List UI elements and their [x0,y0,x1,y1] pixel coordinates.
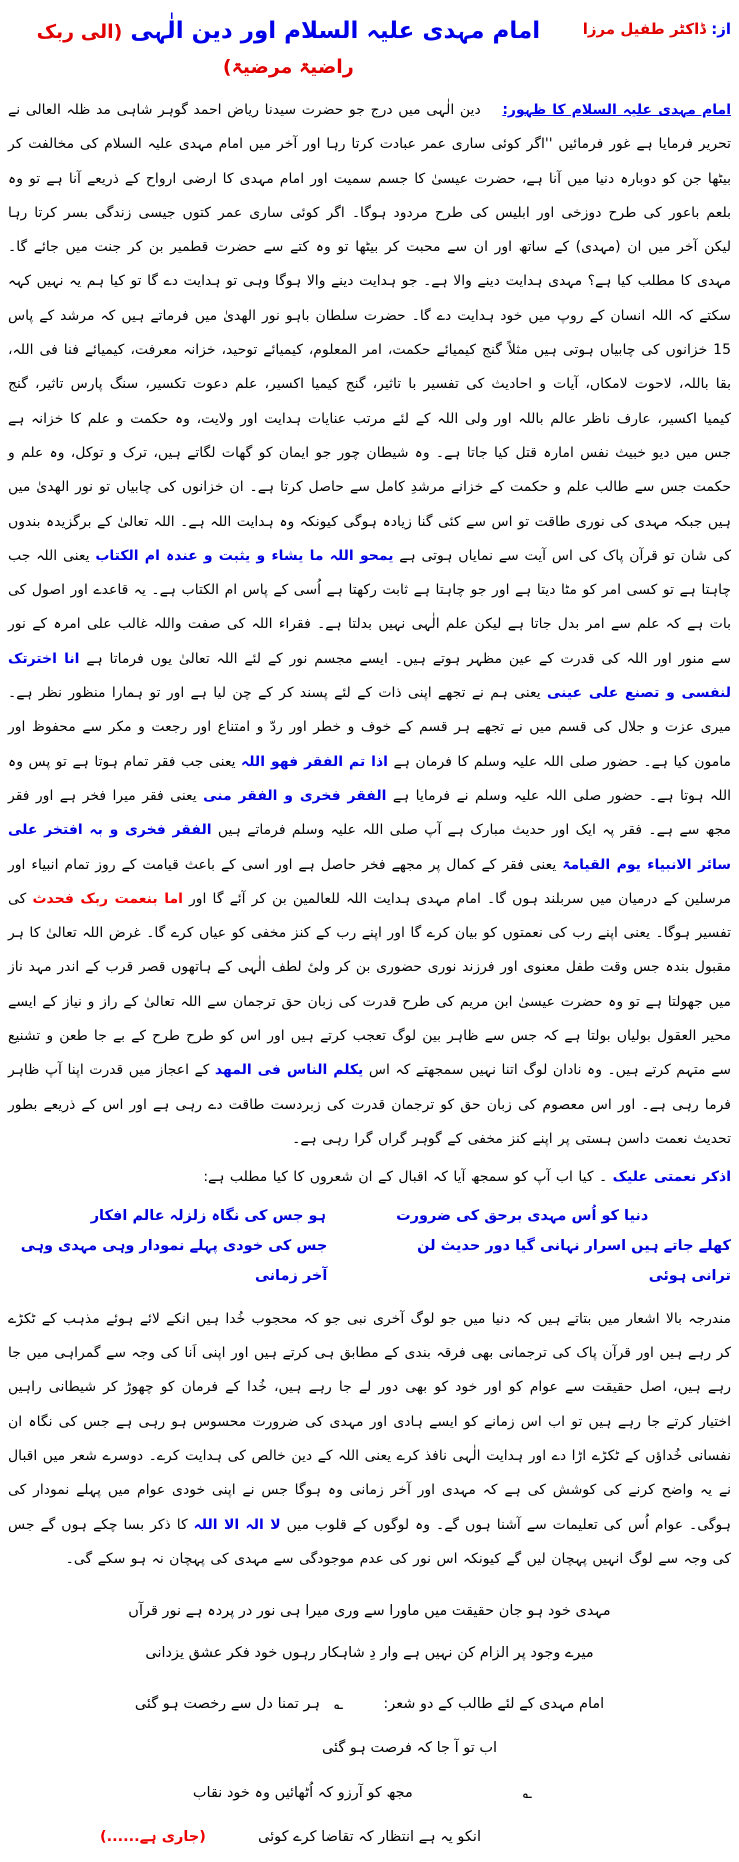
continued-note: (جاری ہے......) [100,1829,206,1846]
footer-row [8,1823,731,1852]
body-paragraph-2 [8,1302,731,1576]
section-heading: امام مہدی علیہ السلام کا ظہور: [502,102,731,118]
byline [583,14,731,38]
couplet2-left-hemistich: جس کی خودی پہلے نمودار وہی مہدی وہی آخر زمانی [20,1237,328,1285]
title-subtitle: (الی ربک راضیۃ مرضیۃ) [36,21,354,78]
iqbal-intro-text: اذکر نعمتی علیک ۔ کیا اب آپ کو سمجھ آیا کہ اقبال کے ان شعروں کا کیا مطلب ہے: [203,1169,731,1186]
sher1-line1: ہر تمنا دل سے رخصت ہو گئی [134,1695,320,1712]
sher1-line2-row [48,1734,739,1763]
document-header [8,14,731,83]
couplet1-left-hemistich: ہو جس کی نگاہ زلزلہ عالم افکار [90,1207,327,1224]
closing-poem [8,1590,731,1674]
couplet2-right-hemistich: کھلے جاتے ہیں اسرار نہانی گیا دور حدیث لن ترانی ہوئی [417,1237,731,1285]
sher2-line1-row [8,1777,731,1809]
sher2-line1: مجھ کو آرزو کہ اُٹھائیں وہ خود نقاب [192,1784,413,1801]
verse-mark-icon: ؎ [333,1694,344,1714]
body2-text: مندرجہ بالا اشعار میں بتاتے ہیں کہ دنیا میں جو لوگ آخری نبی جو کہ محجوب خُدا ہیں انکے لائے ہوئے مذہب کے ٹکڑے کر رہے ہیں اور قرآن پاک کی ترجمانی بھی فرقہ بندی کے مطابق ہی کرتے ہیں اور اپنی اَنا کی وجہ سے گمراہی میں جا رہے ہیں، اصل حقیقت سے عوام کو اور خود کو بھی دور لے جا رہے ہیں، خُدا کے فرمان کو چھوڑ کر شیطانی راہیں اختیار کرتے جا رہے ہیں تو اب اس زمانے کو ایسے ہادی اور مہدی کی ضرورت محسوس ہو رہی ہے جس کی نگاہ ان نفسانی خُداؤں کے ٹکڑے اڑا دے اور ہدایت الٰہی نافذ کرے یعنی اللہ کے دین خالص کی ہدایت کرے۔ دوسرے شعر میں اقبال نے یہ واضح کرنے کی کوشش کی ہے کہ مہدی اور آخر زمانی وہ ہوگا جس نے اپنی خودی عوام میں پہلے نمودار کی ہوگی۔ عوام اُس کی تعلیمات سے آشنا ہوں گے۔ وہ لوگوں کے قلوب میں لا الہ الا اللہ کا ذکر بسا چکے ہوں گے جس کی وجہ سے لوگ انہیں پہچان لیں گے کیونکہ اس نور کی عدم موجودگی سے مہدی کی پہچان نہ ہو سکے گی۔ [8,1310,731,1567]
poem-line-1: مہدی خود ہو جان حقیقت میں ماورا سے وری میرا ہی نور در پردہ ہے نور قرآں [128,1603,611,1620]
body-paragraph-1 [8,93,731,1156]
sher-section-label: امام مہدی کے لئے طالب کے دو شعر: [383,1695,605,1712]
byline-prefix: از: [711,20,731,38]
poem-line-2: میرے وجود پر الزام کن نہیں ہے وار دِ شاہکار رہوں خود فکر عشق یزدانی [145,1645,594,1662]
iqbal-intro-line [8,1160,731,1194]
sher-intro-row [8,1688,731,1720]
couplet-line-1 [8,1201,731,1231]
byline-author: ڈاکٹر طفیل مرزا [582,20,706,38]
couplet1-right-hemistich: دنیا کو اُس مہدی برحق کی ضرورت [396,1207,649,1224]
body1-text: دین الٰہی میں درج جو حضرت سیدنا ریاض احمد گوہر شاہی مد ظلہ العالی نے تحریر فرمایا ہے غور فرمائیں ''اگر کوئی ساری عمر عبادت کرتا رہا اور آخر میں امام مہدی علیہ السلام کی مخالفت کر بیٹھا جن کو دوبارہ دنیا میں آنا ہے، حضرت عیسیٰ کا جسم سمیت اور امام مہدی کا ارضی ارواح کے ذریعے آنا ہے تو وہ بلعم باعور کی طرح دوزخی اور ابلیس کی طرح مردود ہوگا۔ اگر کوئی ساری عمر کتوں جیسی زندگی بسر کرتا رہا لیکن آخر میں ان (مہدی) کے ساتھ اور ان سے محبت کر بیٹھا تو وہ کتے سے حضرت قطمیر بن کر جنت میں جائے گا۔ مہدی کا مطلب کیا ہے؟ مہدی ہدایت دینے والا ہے۔ جو ہدایت دینے والا ہوگا وہی تو ہدایت دے گا تو کیا ہم یہ نہیں کہہ سکتے کہ اللہ انسان کے روپ میں خود ہدایت دے گا۔ حضرت سلطان باہو نور الھدیٰ میں فرماتے ہیں کہ مرشد کے پاس 15 خزانوں کی چابیاں ہوتی ہیں مثلاً گنج کیمیائے حکمت، امر المعلوم، کیمیائے توحید، خزانہ معرفت، کیمیائے فنا فی اللہ، بقا باللہ، لاحوت لامکاں، آیات و احادیث کی تفسیر با تاثیر، گنج کیمیا اکسیر، علم دعوت تکسیر، سنگ پارس تاثیر، گنج کیمیا اکسیر، عارف ناظر عالم باللہ اور ولی اللہ کے لئے مرتب عنایات ہدایت اور ولایت، وہ حکمت و علم کا خزانہ ہے جس میں دیو خبیث نفس امارہ قتل کیا جاتا ہے۔ وہ شیطان چور جو ایمان کو گھات لگاتے ہیں، ترک و توکل، وہ علم و حکمت جس سے طالب علم و حکمت کے خزانے مرشدِ کامل سے حاصل کرتا ہے۔ ان خزانوں کی چابیاں تو نور الھدیٰ میں ہیں جبکہ مہدی کی نوری طاقت تو اس سے کئی گنا زیادہ ہوگی کیونکہ وہ ہدایت اللہ ہے۔ اللہ تعالیٰ کے برگزیدہ بندوں کی شان تو قرآن پاک کی اس آیت سے نمایاں ہوتی ہے یمحو اللہ ما یشاء و یثبت و عندہ ام الکتاب یعنی اللہ جب چاہتا ہے تو کسی امر کو مٹا دیتا ہے اور جو چاہتا ہے ثابت رکھتا ہے اُسی کے پاس ام الکتاب ہے۔ یہ قاعدے اور اصول کی بات ہے کہ علم سے امر بدل جاتا ہے لیکن علم الٰہی نہیں بدلتا ہے۔ فقراء اللہ کی صفت واللہ غالب علی امرہ کے نور سے منور اور اللہ کی قدرت کے عین مظہر ہوتے ہیں۔ ایسے مجسم نور کے لئے اللہ تعالیٰ یوں فرماتا ہے انا اخترتک لنفسی و تصنع علی عینی یعنی ہم نے تجھے اپنی ذات کے لئے پسند کر کے چن لیا ہے اور تو ہمارا منظور نظر ہے۔ میری عزت و جلال کی قسم میں نے تجھے ہر قسم کے خوف و خطر اور ردّ و امتناع اور رجعت و مکر سے محفوظ اور مامون کیا ہے۔ حضور صلی اللہ علیہ وسلم کا فرمان ہے اذا تم الفقر فھو اللہ یعنی جب فقر تمام ہوتا ہے تو پس وہ اللہ ہوتا ہے۔ حضور صلی اللہ علیہ وسلم نے فرمایا ہے الفقر فخری و الفقر منی یعنی فقر میرا فخر ہے اور فقر مجھ سے ہے۔ فقر پہ ایک اور حدیث مبارک ہے آپ صلی اللہ علیہ وسلم فرماتے ہیں الفقر فخری و بہ افتخر علی سائر الانبیاء یوم القیامۃ یعنی فقر کے کمال پر مجھے فخر حاصل ہے اور اسی کے باعث قیامت کے روز تمام انبیاء اور مرسلین کے درمیان میں سربلند ہوں گا۔ امام مہدی ہدایت اللہ للعالمین بن کر آئے گا اور اما بنعمت ربک فحدث کی تفسیر ہوگا۔ یعنی اپنے رب کی نعمتوں کو بیان کرے گا اور اپنے رب کے کنز مخفی کو عیاں کرے گا۔ غرض اللہ تعالیٰ کا ہر مقبول بندہ جس وقت طفل معنوی اور فرزند نوری حضوری بن کر ولیٔ لطف الٰہی کے ہاتھوں قصر قرب کے اندر مہد ناز میں جھولتا ہے تو وہ حضرت عیسیٰ ابن مریم کی طرح قدرت کی زبان حق ترجمان سے اللہ تعالیٰ کے راز و نیاز کے ایسے محیر العقول بولیاں بولتا ہے کہ جس سے ظاہر بین لوگ تعجب کرتے ہیں اور اس کو طرح طرح کے بے جا طعن و تشنیع سے متہم کرتے ہیں۔ وہ نادان لوگ اتنا نہیں سمجھتے کہ اس یکلم الناس فی المھد کے اعجاز میں قدرت اپنا آپ ظاہر فرما رہی ہے۔ اور اس معصوم کی زبان حق کو ترجمان قدرت کی زبردست طاقت دے رہی ہے اور اس کے ذریعے بطور تحدیث نعمت داسن ہستی پر اپنے کنز مخفی کے گوہر گراں گرا رہی ہے۔ [8,102,732,1147]
sher1-line2: اب تو آ جا کہ فرصت ہو گئی [321,1740,498,1757]
verse-mark-icon: ؎ [522,1783,533,1803]
sher2-line2: انکو یہ ہے انتظار کہ تقاضا کرے کوئی [258,1829,481,1846]
page-title [8,14,569,83]
couplet-line-2 [8,1231,731,1292]
iqbal-couplet [8,1201,731,1292]
title-main: امام مہدی علیہ السلام اور دین الٰہی [130,18,541,44]
